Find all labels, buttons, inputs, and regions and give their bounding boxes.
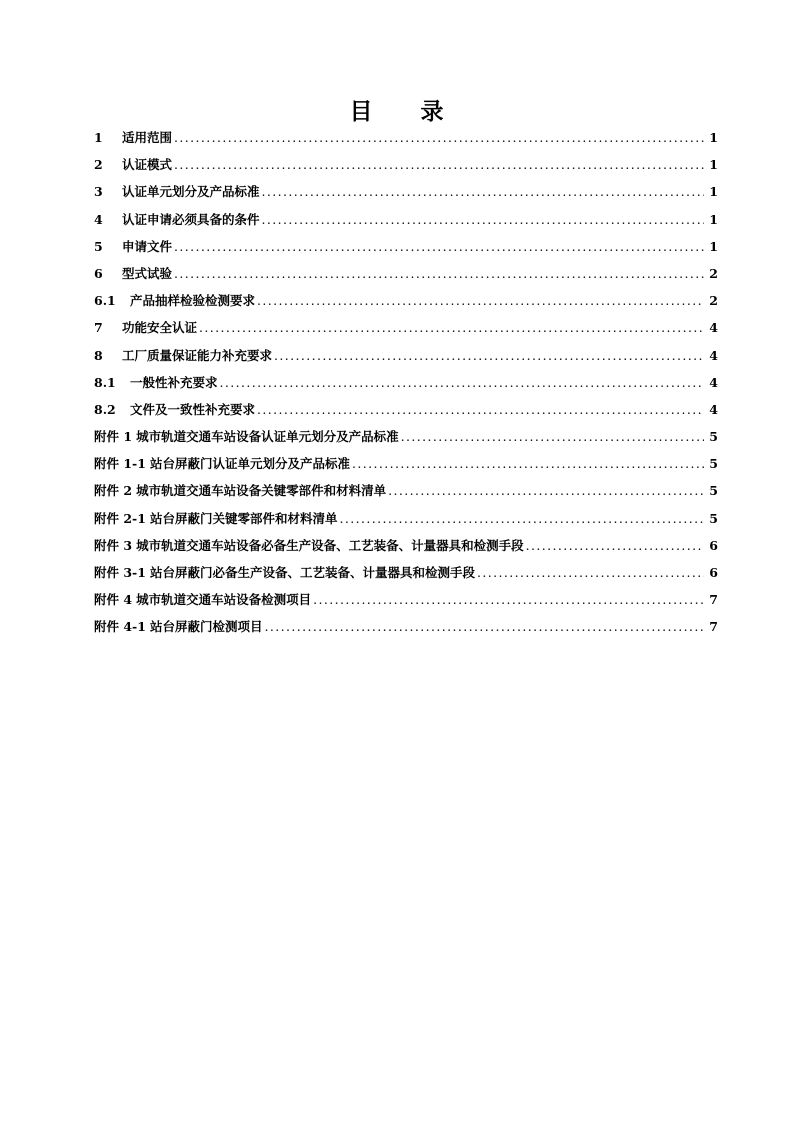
toc-entry[interactable] xyxy=(94,287,718,314)
toc-entry-number: 6.1 xyxy=(94,293,116,309)
toc-entry-page-number: 7 xyxy=(709,592,718,608)
toc-entry-number: 8 xyxy=(94,347,103,363)
toc-dot-leader xyxy=(401,423,704,450)
toc-entry[interactable] xyxy=(94,396,718,423)
toc-dot-leader xyxy=(199,314,704,341)
toc-entry-number: 6 xyxy=(94,265,103,281)
toc-entry[interactable] xyxy=(94,532,718,559)
toc-dot-leader xyxy=(388,477,704,504)
toc-entry[interactable] xyxy=(94,586,718,613)
toc-entry-page-number: 1 xyxy=(709,211,718,227)
toc-entry-page-number: 4 xyxy=(709,320,718,336)
toc-dot-leader xyxy=(339,505,704,532)
toc-entry-number: 7 xyxy=(94,320,103,336)
toc-entry-number: 附件 3-1 xyxy=(94,565,146,580)
toc-entry[interactable] xyxy=(94,206,718,233)
toc-dot-leader xyxy=(477,559,704,586)
toc-entry[interactable] xyxy=(94,477,718,504)
toc-entry-page-number: 5 xyxy=(709,510,718,526)
toc-entry-title: 工厂质量保证能力补充要求 xyxy=(122,347,273,363)
toc-entry-title: 站台屏蔽门关键零部件和材料清单 xyxy=(149,510,338,526)
toc-entry-title: 站台屏蔽门检测项目 xyxy=(149,619,263,635)
toc-entry-number: 附件 2 xyxy=(94,483,133,499)
toc-entry-page-number: 1 xyxy=(709,130,718,145)
toc-dot-leader xyxy=(262,206,704,233)
toc-entry-title: 文件及一致性补充要求 xyxy=(130,401,256,417)
toc-dot-leader xyxy=(174,260,704,287)
toc-entry-page-number: 4 xyxy=(709,401,718,417)
toc-entry-number: 4 xyxy=(94,211,103,227)
toc-dot-leader xyxy=(274,342,704,369)
toc-entry[interactable] xyxy=(94,124,718,151)
toc-dot-leader xyxy=(174,124,704,151)
toc-entry-number: 1 xyxy=(94,130,103,145)
toc-dot-leader xyxy=(257,396,704,423)
toc-list xyxy=(94,124,718,641)
toc-entry-number: 附件 1-1 xyxy=(94,456,146,472)
toc-entry-title: 认证单元划分及产品标准 xyxy=(122,184,260,200)
toc-entry-page-number: 5 xyxy=(709,456,718,472)
toc-entry-title: 型式试验 xyxy=(122,265,173,281)
toc-entry-title: 申请文件 xyxy=(122,238,173,254)
toc-dot-leader xyxy=(313,586,704,613)
toc-dot-leader xyxy=(174,151,704,178)
toc-entry-number: 8.2 xyxy=(94,401,116,417)
toc-entry-title: 适用范围 xyxy=(122,130,173,145)
toc-entry[interactable] xyxy=(94,178,718,205)
toc-entry-title: 城市轨道交通车站设备必备生产设备、工艺装备、计量器具和检测手段 xyxy=(136,537,524,553)
toc-entry-page-number: 1 xyxy=(709,184,718,200)
toc-entry[interactable] xyxy=(94,342,718,369)
toc-entry[interactable] xyxy=(94,505,718,532)
toc-entry[interactable] xyxy=(94,613,718,640)
toc-dot-leader xyxy=(526,532,704,559)
toc-title: 目 录 xyxy=(349,98,464,125)
toc-entry-page-number: 6 xyxy=(709,537,718,553)
toc-entry-page-number: 7 xyxy=(709,619,718,635)
toc-entry-page-number: 1 xyxy=(709,157,718,173)
toc-entry-page-number: 6 xyxy=(709,565,718,580)
toc-entry-number: 附件 4 xyxy=(94,592,133,608)
toc-entry-title: 产品抽样检验检测要求 xyxy=(130,293,256,309)
toc-entry[interactable] xyxy=(94,233,718,260)
toc-entry[interactable] xyxy=(94,559,718,586)
toc-entry-number: 3 xyxy=(94,184,103,200)
toc-entry-page-number: 5 xyxy=(709,483,718,499)
toc-dot-leader xyxy=(264,613,704,640)
toc-entry-page-number: 1 xyxy=(709,238,718,254)
toc-entry-number: 2 xyxy=(94,157,103,173)
toc-entry-page-number: 5 xyxy=(709,429,718,445)
toc-entry-title: 城市轨道交通车站设备认证单元划分及产品标准 xyxy=(136,429,399,445)
toc-entry-page-number: 2 xyxy=(709,293,718,309)
toc-entry-page-number: 4 xyxy=(709,347,718,363)
toc-entry-number: 5 xyxy=(94,238,103,254)
toc-entry-title: 认证模式 xyxy=(122,157,173,173)
toc-entry[interactable] xyxy=(94,314,718,341)
toc-entry-number: 附件 3 xyxy=(94,537,133,553)
toc-entry-title: 认证申请必须具备的条件 xyxy=(122,211,260,227)
toc-entry-title: 城市轨道交通车站设备检测项目 xyxy=(136,592,312,608)
toc-entry[interactable] xyxy=(94,450,718,477)
toc-entry-number: 附件 2-1 xyxy=(94,510,146,526)
toc-entry-page-number: 4 xyxy=(709,374,718,390)
toc-entry-page-number: 2 xyxy=(709,265,718,281)
toc-entry[interactable] xyxy=(94,260,718,287)
toc-entry-title: 站台屏蔽门认证单元划分及产品标准 xyxy=(149,456,350,472)
toc-entry-title: 功能安全认证 xyxy=(122,320,198,336)
toc-dot-leader xyxy=(174,233,704,260)
toc-dot-leader xyxy=(220,369,704,396)
toc-dot-leader xyxy=(352,450,704,477)
toc-entry-title: 站台屏蔽门必备生产设备、工艺装备、计量器具和检测手段 xyxy=(149,565,475,580)
toc-entry-title: 一般性补充要求 xyxy=(130,374,218,390)
toc-entry[interactable] xyxy=(94,423,718,450)
toc-entry-number: 8.1 xyxy=(94,374,116,390)
toc-entry-number: 附件 1 xyxy=(94,429,133,445)
toc-entry-title: 城市轨道交通车站设备关键零部件和材料清单 xyxy=(136,483,387,499)
toc-dot-leader xyxy=(257,287,704,314)
toc-entry[interactable] xyxy=(94,151,718,178)
toc-entry-number: 附件 4-1 xyxy=(94,619,146,635)
toc-entry[interactable] xyxy=(94,369,718,396)
toc-dot-leader xyxy=(262,178,704,205)
